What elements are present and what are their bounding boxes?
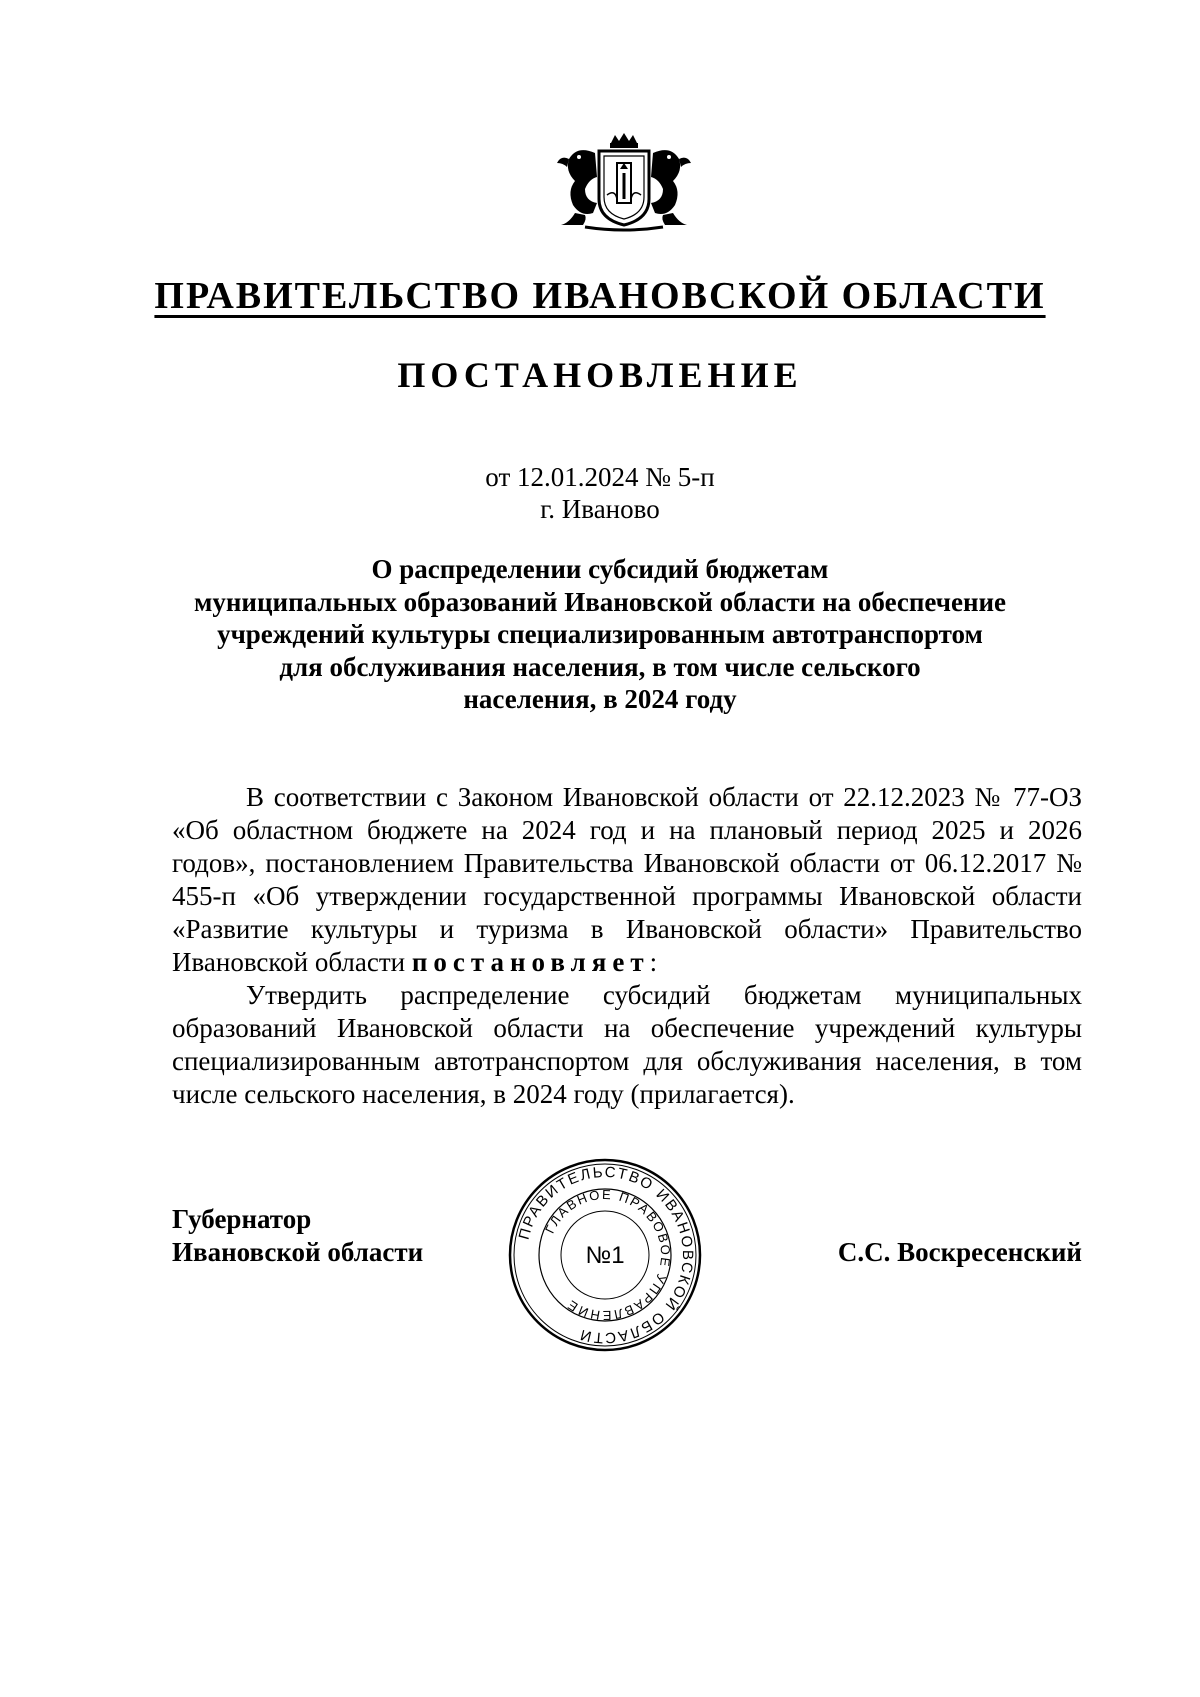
decree-word: постановляет — [411, 947, 650, 977]
document-type: ПОСТАНОВЛЕНИЕ — [397, 355, 803, 395]
subject-line: для обслуживания населения, в том числе сельского — [279, 651, 921, 682]
subject-line: населения, в 2024 году — [463, 684, 737, 714]
signatory-name: С.С. Воскресенский — [837, 1237, 1082, 1267]
signatory-position: Губернатор Ивановской области — [172, 1204, 424, 1267]
document-subject — [160, 553, 1040, 716]
government-title: ПРАВИТЕЛЬСТВО ИВАНОВСКОЙ ОБЛАСТИ — [154, 275, 1046, 317]
date-number: от 12.01.2024 № 5-п — [485, 462, 715, 492]
seal-number: №1 — [585, 1242, 625, 1269]
subject-line: О распределении субсидий бюджетам — [371, 554, 829, 584]
coat-of-arms-icon — [555, 133, 693, 233]
city: г. Иваново — [540, 494, 660, 524]
paragraph: Утвердить распределение субсидий бюджетам муниципальных образований Ивановской области на обеспечение учреждений культуры специализированным автотранспортом для обслуживания населения, в том числе сельского населения, в 2024 году (прилагается). — [172, 980, 1082, 1109]
seal-outer-text: ПРАВИТЕЛЬСТВО ИВАНОВСКОЙ ОБЛАСТИ — [515, 1163, 697, 1347]
official-seal — [507, 1157, 703, 1353]
paragraph: В соответствии с Законом Ивановской области от 22.12.2023 № 77-ОЗ «Об областном бюджете на 2024 год и на плановый период 2025 и 2026 годов», постановлением Правительства Ивановской области от 06.12.2017 № 455-п «Об утверждении государственной программы Ивановской области «Развитие культуры и туризма в Ивановской области» Правительство Ивановской области постановляет: — [172, 782, 1082, 977]
subject-line: муниципальных образований Ивановской области на обеспечение — [193, 586, 1007, 617]
body-text — [172, 781, 1082, 1111]
subject-line: учреждений культуры специализированным автотранспортом — [217, 619, 983, 649]
seal-inner-text: ГЛАВНОЕ ПРАВОВОЕ УПРАВЛЕНИЕ — [541, 1186, 674, 1324]
document-meta — [0, 461, 1200, 525]
